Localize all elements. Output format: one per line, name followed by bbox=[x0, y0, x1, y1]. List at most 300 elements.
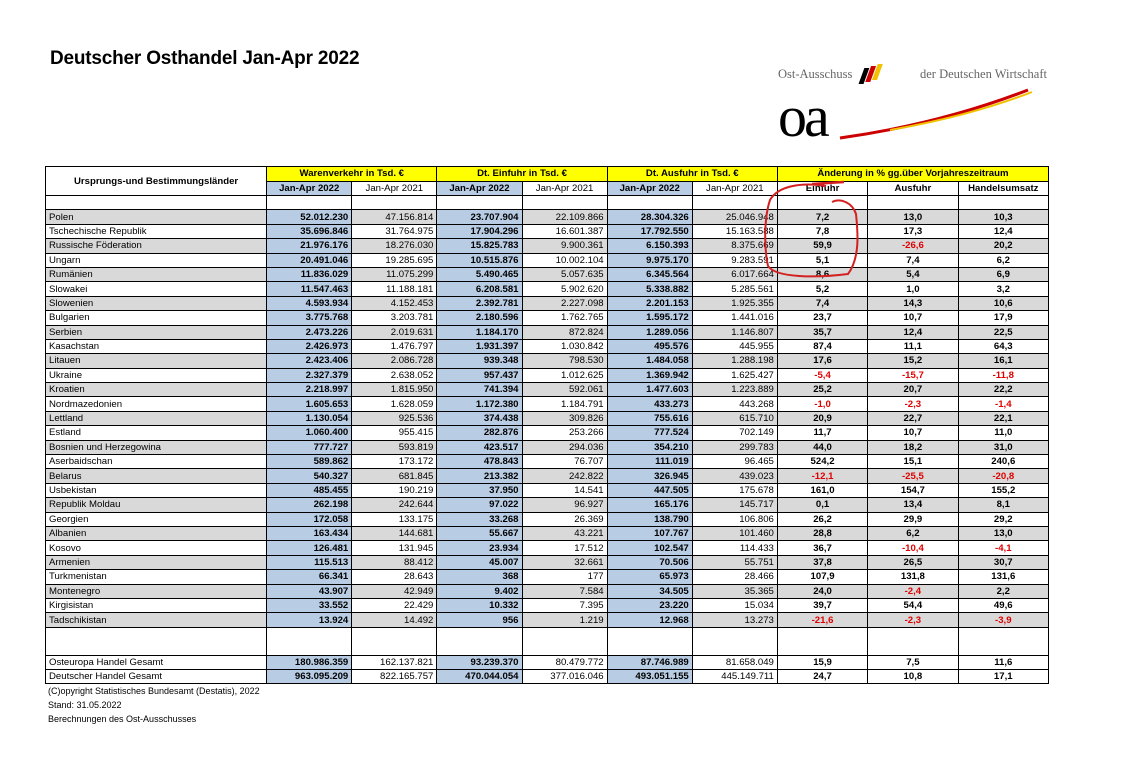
value-2021-cell: 144.681 bbox=[352, 526, 437, 540]
change-cell: 8,1 bbox=[958, 498, 1048, 512]
value-2022-cell: 37.950 bbox=[437, 483, 522, 497]
value-2021-cell: 1.030.842 bbox=[522, 339, 607, 353]
change-cell: 7,8 bbox=[777, 224, 867, 238]
value-2021-cell: 177 bbox=[522, 570, 607, 584]
value-2022-cell: 34.505 bbox=[607, 584, 692, 598]
change-cell: 20,2 bbox=[958, 239, 1048, 253]
spacer-row bbox=[46, 641, 1049, 655]
change-cell: 131,6 bbox=[958, 570, 1048, 584]
country-cell: Slowakei bbox=[46, 282, 267, 296]
table-row bbox=[46, 397, 1049, 411]
change-cell: -4,1 bbox=[958, 541, 1048, 555]
change-cell: 22,2 bbox=[958, 383, 1048, 397]
change-cell: 54,4 bbox=[868, 598, 958, 612]
value-2021-cell: 1.012.625 bbox=[522, 368, 607, 382]
change-cell: 26,5 bbox=[868, 555, 958, 569]
value-2021-cell: 76.707 bbox=[522, 455, 607, 469]
value-2022-cell: 102.547 bbox=[607, 541, 692, 555]
country-cell: Armenien bbox=[46, 555, 267, 569]
value-2022-cell: 1.130.054 bbox=[267, 411, 352, 425]
table-row bbox=[46, 455, 1049, 469]
value-2022-cell: 17.792.550 bbox=[607, 224, 692, 238]
change-cell: 28,8 bbox=[777, 526, 867, 540]
change-cell: 3,2 bbox=[958, 282, 1048, 296]
change-cell: -3,9 bbox=[958, 613, 1048, 627]
value-2021-cell: 173.172 bbox=[352, 455, 437, 469]
value-2022-cell: 2.218.997 bbox=[267, 383, 352, 397]
group-header-einfuhr: Dt. Einfuhr in Tsd. € bbox=[437, 167, 607, 182]
value-2021-cell: 377.016.046 bbox=[522, 669, 607, 683]
change-cell: 24,7 bbox=[777, 669, 867, 683]
country-cell: Bosnien und Herzegowina bbox=[46, 440, 267, 454]
change-cell: 17,6 bbox=[777, 354, 867, 368]
value-2022-cell: 111.019 bbox=[607, 455, 692, 469]
value-2022-cell: 755.616 bbox=[607, 411, 692, 425]
table-row bbox=[46, 339, 1049, 353]
table-row bbox=[46, 296, 1049, 310]
value-2021-cell: 55.751 bbox=[692, 555, 777, 569]
value-2022-cell: 2.201.153 bbox=[607, 296, 692, 310]
value-2022-cell: 126.481 bbox=[267, 541, 352, 555]
value-2022-cell: 2.473.226 bbox=[267, 325, 352, 339]
change-cell: 11,7 bbox=[777, 426, 867, 440]
country-cell: Rumänien bbox=[46, 267, 267, 281]
country-cell: Lettland bbox=[46, 411, 267, 425]
change-cell: 31,0 bbox=[958, 440, 1048, 454]
change-cell: 7,4 bbox=[777, 296, 867, 310]
value-2021-cell: 15.163.588 bbox=[692, 224, 777, 238]
country-cell: Polen bbox=[46, 210, 267, 224]
value-2022-cell: 21.976.176 bbox=[267, 239, 352, 253]
change-cell: 15,9 bbox=[777, 655, 867, 669]
value-2021-cell: 145.717 bbox=[692, 498, 777, 512]
table-row bbox=[46, 598, 1049, 612]
table-row bbox=[46, 267, 1049, 281]
value-2022-cell: 10.515.876 bbox=[437, 253, 522, 267]
table-row bbox=[46, 512, 1049, 526]
change-cell: 5,2 bbox=[777, 282, 867, 296]
country-cell: Slowenien bbox=[46, 296, 267, 310]
country-cell: Tadschikistan bbox=[46, 613, 267, 627]
change-cell: 26,2 bbox=[777, 512, 867, 526]
table-row bbox=[46, 613, 1049, 627]
value-2022-cell: 1.289.056 bbox=[607, 325, 692, 339]
change-cell: 16,1 bbox=[958, 354, 1048, 368]
change-cell: 15,2 bbox=[868, 354, 958, 368]
value-2022-cell: 17.904.296 bbox=[437, 224, 522, 238]
change-cell: 11,0 bbox=[958, 426, 1048, 440]
value-2022-cell: 589.862 bbox=[267, 455, 352, 469]
value-2021-cell: 17.512 bbox=[522, 541, 607, 555]
value-2022-cell: 963.095.209 bbox=[267, 669, 352, 683]
value-2022-cell: 45.007 bbox=[437, 555, 522, 569]
value-2021-cell: 242.822 bbox=[522, 469, 607, 483]
sub-header: Ausfuhr bbox=[868, 181, 958, 196]
value-2022-cell: 374.438 bbox=[437, 411, 522, 425]
change-cell: 8,6 bbox=[777, 267, 867, 281]
value-2022-cell: 495.576 bbox=[607, 339, 692, 353]
value-2021-cell: 1.476.797 bbox=[352, 339, 437, 353]
country-cell: Nordmazedonien bbox=[46, 397, 267, 411]
value-2021-cell: 1.184.791 bbox=[522, 397, 607, 411]
change-cell: 87,4 bbox=[777, 339, 867, 353]
change-cell: -2,4 bbox=[868, 584, 958, 598]
change-cell: 18,2 bbox=[868, 440, 958, 454]
table-row bbox=[46, 282, 1049, 296]
table-row bbox=[46, 426, 1049, 440]
change-cell: 2,2 bbox=[958, 584, 1048, 598]
value-2021-cell: 1.925.355 bbox=[692, 296, 777, 310]
value-2022-cell: 1.931.397 bbox=[437, 339, 522, 353]
value-2022-cell: 1.060.400 bbox=[267, 426, 352, 440]
value-2021-cell: 9.900.361 bbox=[522, 239, 607, 253]
country-cell: Ungarn bbox=[46, 253, 267, 267]
country-cell: Estland bbox=[46, 426, 267, 440]
change-cell: -1,0 bbox=[777, 397, 867, 411]
country-cell: Tschechische Republik bbox=[46, 224, 267, 238]
value-2021-cell: 14.541 bbox=[522, 483, 607, 497]
change-cell: 30,7 bbox=[958, 555, 1048, 569]
value-2022-cell: 165.176 bbox=[607, 498, 692, 512]
value-2022-cell: 433.273 bbox=[607, 397, 692, 411]
value-2021-cell: 47.156.814 bbox=[352, 210, 437, 224]
logo-text-left: Ost-Ausschuss bbox=[778, 67, 853, 81]
value-2021-cell: 242.644 bbox=[352, 498, 437, 512]
spacer-row bbox=[46, 627, 1049, 641]
value-2022-cell: 70.506 bbox=[607, 555, 692, 569]
value-2021-cell: 445.955 bbox=[692, 339, 777, 353]
footer-stand: Stand: 31.05.2022 bbox=[48, 700, 122, 710]
change-cell: -5,4 bbox=[777, 368, 867, 382]
sub-header: Jan-Apr 2022 bbox=[607, 181, 692, 196]
value-2022-cell: 2.180.596 bbox=[437, 311, 522, 325]
country-cell: Kosovo bbox=[46, 541, 267, 555]
value-2022-cell: 493.051.155 bbox=[607, 669, 692, 683]
value-2022-cell: 485.455 bbox=[267, 483, 352, 497]
value-2021-cell: 81.658.049 bbox=[692, 655, 777, 669]
change-cell: 10,7 bbox=[868, 311, 958, 325]
value-2022-cell: 282.876 bbox=[437, 426, 522, 440]
sub-header: Jan-Apr 2021 bbox=[352, 181, 437, 196]
change-cell: -10,4 bbox=[868, 541, 958, 555]
change-cell: 6,2 bbox=[958, 253, 1048, 267]
value-2021-cell: 299.783 bbox=[692, 440, 777, 454]
value-2021-cell: 2.638.052 bbox=[352, 368, 437, 382]
sub-header: Jan-Apr 2021 bbox=[692, 181, 777, 196]
value-2022-cell: 28.304.326 bbox=[607, 210, 692, 224]
country-cell: Georgien bbox=[46, 512, 267, 526]
value-2022-cell: 23.220 bbox=[607, 598, 692, 612]
value-2021-cell: 26.369 bbox=[522, 512, 607, 526]
value-2022-cell: 93.239.370 bbox=[437, 655, 522, 669]
value-2022-cell: 6.150.393 bbox=[607, 239, 692, 253]
change-cell: 11,6 bbox=[958, 655, 1048, 669]
value-2022-cell: 213.382 bbox=[437, 469, 522, 483]
value-2022-cell: 33.268 bbox=[437, 512, 522, 526]
value-2021-cell: 101.460 bbox=[692, 526, 777, 540]
value-2021-cell: 80.479.772 bbox=[522, 655, 607, 669]
value-2021-cell: 4.152.453 bbox=[352, 296, 437, 310]
value-2021-cell: 28.643 bbox=[352, 570, 437, 584]
ost-ausschuss-logo bbox=[770, 58, 1060, 158]
value-2022-cell: 3.775.768 bbox=[267, 311, 352, 325]
change-cell: -2,3 bbox=[868, 613, 958, 627]
value-2021-cell: 133.175 bbox=[352, 512, 437, 526]
change-cell: 15,1 bbox=[868, 455, 958, 469]
value-2021-cell: 11.188.181 bbox=[352, 282, 437, 296]
footer-copyright: (C)opyright Statistisches Bundesamt (Destatis), 2022 bbox=[48, 686, 260, 696]
value-2022-cell: 107.767 bbox=[607, 526, 692, 540]
value-2021-cell: 955.415 bbox=[352, 426, 437, 440]
sub-header: Jan-Apr 2022 bbox=[267, 181, 352, 196]
value-2021-cell: 22.429 bbox=[352, 598, 437, 612]
value-2021-cell: 114.433 bbox=[692, 541, 777, 555]
country-cell: Litauen bbox=[46, 354, 267, 368]
value-2021-cell: 2.227.098 bbox=[522, 296, 607, 310]
change-cell: 524,2 bbox=[777, 455, 867, 469]
value-2021-cell: 1.815.950 bbox=[352, 383, 437, 397]
value-2022-cell: 9.402 bbox=[437, 584, 522, 598]
change-cell: 20,9 bbox=[777, 411, 867, 425]
footer-calculations: Berechnungen des Ost-Ausschusses bbox=[48, 714, 197, 724]
value-2021-cell: 96.465 bbox=[692, 455, 777, 469]
value-2021-cell: 445.149.711 bbox=[692, 669, 777, 683]
value-2022-cell: 354.210 bbox=[607, 440, 692, 454]
value-2022-cell: 1.595.172 bbox=[607, 311, 692, 325]
value-2022-cell: 163.434 bbox=[267, 526, 352, 540]
table-row bbox=[46, 483, 1049, 497]
value-2022-cell: 326.945 bbox=[607, 469, 692, 483]
change-cell: 22,5 bbox=[958, 325, 1048, 339]
value-2021-cell: 439.023 bbox=[692, 469, 777, 483]
value-2021-cell: 15.034 bbox=[692, 598, 777, 612]
table-row bbox=[46, 253, 1049, 267]
value-2021-cell: 309.826 bbox=[522, 411, 607, 425]
change-cell: 14,3 bbox=[868, 296, 958, 310]
table-row bbox=[46, 311, 1049, 325]
value-2022-cell: 55.667 bbox=[437, 526, 522, 540]
change-cell: 35,7 bbox=[777, 325, 867, 339]
country-cell: Osteuropa Handel Gesamt bbox=[46, 655, 267, 669]
change-cell: 23,7 bbox=[777, 311, 867, 325]
change-cell: -20,8 bbox=[958, 469, 1048, 483]
country-cell: Albanien bbox=[46, 526, 267, 540]
change-cell: 24,0 bbox=[777, 584, 867, 598]
country-cell: Kroatien bbox=[46, 383, 267, 397]
value-2022-cell: 2.392.781 bbox=[437, 296, 522, 310]
value-2022-cell: 65.973 bbox=[607, 570, 692, 584]
change-cell: 22,7 bbox=[868, 411, 958, 425]
country-cell: Turkmenistan bbox=[46, 570, 267, 584]
value-2021-cell: 31.764.975 bbox=[352, 224, 437, 238]
value-2022-cell: 35.696.846 bbox=[267, 224, 352, 238]
value-2021-cell: 681.845 bbox=[352, 469, 437, 483]
change-cell: 17,3 bbox=[868, 224, 958, 238]
value-2021-cell: 294.036 bbox=[522, 440, 607, 454]
value-2021-cell: 18.276.030 bbox=[352, 239, 437, 253]
value-2022-cell: 5.338.882 bbox=[607, 282, 692, 296]
value-2022-cell: 5.490.465 bbox=[437, 267, 522, 281]
table-row bbox=[46, 498, 1049, 512]
change-cell: 29,2 bbox=[958, 512, 1048, 526]
value-2021-cell: 162.137.821 bbox=[352, 655, 437, 669]
country-cell: Serbien bbox=[46, 325, 267, 339]
value-2022-cell: 1.369.942 bbox=[607, 368, 692, 382]
value-2022-cell: 1.605.653 bbox=[267, 397, 352, 411]
value-2022-cell: 777.727 bbox=[267, 440, 352, 454]
value-2021-cell: 96.927 bbox=[522, 498, 607, 512]
value-2021-cell: 1.219 bbox=[522, 613, 607, 627]
change-cell: 36,7 bbox=[777, 541, 867, 555]
value-2021-cell: 702.149 bbox=[692, 426, 777, 440]
value-2022-cell: 1.477.603 bbox=[607, 383, 692, 397]
value-2022-cell: 1.172.380 bbox=[437, 397, 522, 411]
table-row bbox=[46, 354, 1049, 368]
change-cell: 49,6 bbox=[958, 598, 1048, 612]
change-cell: 5,1 bbox=[777, 253, 867, 267]
value-2022-cell: 2.327.379 bbox=[267, 368, 352, 382]
value-2022-cell: 66.341 bbox=[267, 570, 352, 584]
change-cell: 6,2 bbox=[868, 526, 958, 540]
sub-header: Handelsumsatz bbox=[958, 181, 1048, 196]
value-2022-cell: 540.327 bbox=[267, 469, 352, 483]
table-row bbox=[46, 411, 1049, 425]
country-cell: Deutscher Handel Gesamt bbox=[46, 669, 267, 683]
country-cell: Montenegro bbox=[46, 584, 267, 598]
country-cell: Aserbaidschan bbox=[46, 455, 267, 469]
country-cell: Usbekistan bbox=[46, 483, 267, 497]
change-cell: 22,1 bbox=[958, 411, 1048, 425]
table-row bbox=[46, 368, 1049, 382]
value-2021-cell: 5.057.635 bbox=[522, 267, 607, 281]
country-cell: Russische Föderation bbox=[46, 239, 267, 253]
change-cell: 25,2 bbox=[777, 383, 867, 397]
value-2022-cell: 115.513 bbox=[267, 555, 352, 569]
table-row bbox=[46, 584, 1049, 598]
table-row bbox=[46, 541, 1049, 555]
value-2021-cell: 872.824 bbox=[522, 325, 607, 339]
value-2022-cell: 20.491.046 bbox=[267, 253, 352, 267]
value-2021-cell: 16.601.387 bbox=[522, 224, 607, 238]
value-2021-cell: 5.285.561 bbox=[692, 282, 777, 296]
change-cell: 5,4 bbox=[868, 267, 958, 281]
value-2022-cell: 11.547.463 bbox=[267, 282, 352, 296]
change-cell: -25,5 bbox=[868, 469, 958, 483]
change-cell: 11,1 bbox=[868, 339, 958, 353]
change-cell: 161,0 bbox=[777, 483, 867, 497]
change-cell: -21,6 bbox=[777, 613, 867, 627]
value-2021-cell: 19.285.695 bbox=[352, 253, 437, 267]
country-cell: Kirgisistan bbox=[46, 598, 267, 612]
value-2022-cell: 15.825.783 bbox=[437, 239, 522, 253]
change-cell: 13,0 bbox=[958, 526, 1048, 540]
change-cell: 1,0 bbox=[868, 282, 958, 296]
change-cell: 20,7 bbox=[868, 383, 958, 397]
change-cell: 39,7 bbox=[777, 598, 867, 612]
value-2021-cell: 1.762.765 bbox=[522, 311, 607, 325]
value-2022-cell: 33.552 bbox=[267, 598, 352, 612]
value-2021-cell: 42.949 bbox=[352, 584, 437, 598]
change-cell: 7,5 bbox=[868, 655, 958, 669]
country-cell: Republik Moldau bbox=[46, 498, 267, 512]
value-2022-cell: 478.843 bbox=[437, 455, 522, 469]
change-cell: 13,0 bbox=[868, 210, 958, 224]
value-2022-cell: 2.426.973 bbox=[267, 339, 352, 353]
table-row bbox=[46, 570, 1049, 584]
value-2022-cell: 1.184.170 bbox=[437, 325, 522, 339]
value-2022-cell: 12.968 bbox=[607, 613, 692, 627]
change-cell: 10,3 bbox=[958, 210, 1048, 224]
change-cell: 64,3 bbox=[958, 339, 1048, 353]
total-row bbox=[46, 655, 1049, 669]
value-2022-cell: 13.924 bbox=[267, 613, 352, 627]
value-2021-cell: 1.441.016 bbox=[692, 311, 777, 325]
value-2022-cell: 97.022 bbox=[437, 498, 522, 512]
svg-text:oa: oa bbox=[778, 84, 827, 149]
page-title: Deutscher Osthandel Jan-Apr 2022 bbox=[50, 48, 360, 69]
value-2021-cell: 3.203.781 bbox=[352, 311, 437, 325]
change-cell: 10,8 bbox=[868, 669, 958, 683]
value-2021-cell: 190.219 bbox=[352, 483, 437, 497]
value-2021-cell: 106.806 bbox=[692, 512, 777, 526]
logo-text-right: der Deutschen Wirtschaft bbox=[920, 67, 1047, 81]
change-cell: 7,4 bbox=[868, 253, 958, 267]
change-cell: 6,9 bbox=[958, 267, 1048, 281]
sub-header: Einfuhr bbox=[777, 181, 867, 196]
value-2021-cell: 1.628.059 bbox=[352, 397, 437, 411]
value-2022-cell: 87.746.989 bbox=[607, 655, 692, 669]
table-row bbox=[46, 469, 1049, 483]
value-2021-cell: 798.530 bbox=[522, 354, 607, 368]
value-2021-cell: 1.223.889 bbox=[692, 383, 777, 397]
value-2022-cell: 741.394 bbox=[437, 383, 522, 397]
value-2021-cell: 14.492 bbox=[352, 613, 437, 627]
value-2021-cell: 925.536 bbox=[352, 411, 437, 425]
change-cell: -2,3 bbox=[868, 397, 958, 411]
value-2022-cell: 4.593.934 bbox=[267, 296, 352, 310]
change-cell: 29,9 bbox=[868, 512, 958, 526]
value-2021-cell: 593.819 bbox=[352, 440, 437, 454]
change-cell: 240,6 bbox=[958, 455, 1048, 469]
value-2021-cell: 35.365 bbox=[692, 584, 777, 598]
trade-table bbox=[45, 166, 1049, 684]
table-row bbox=[46, 555, 1049, 569]
value-2021-cell: 822.165.757 bbox=[352, 669, 437, 683]
value-2021-cell: 1.288.198 bbox=[692, 354, 777, 368]
value-2022-cell: 23.707.904 bbox=[437, 210, 522, 224]
value-2021-cell: 5.902.620 bbox=[522, 282, 607, 296]
value-2021-cell: 10.002.104 bbox=[522, 253, 607, 267]
change-cell: -26,6 bbox=[868, 239, 958, 253]
change-cell: 155,2 bbox=[958, 483, 1048, 497]
value-2022-cell: 52.012.230 bbox=[267, 210, 352, 224]
change-cell: -11,8 bbox=[958, 368, 1048, 382]
change-cell: 10,6 bbox=[958, 296, 1048, 310]
table-row bbox=[46, 325, 1049, 339]
value-2021-cell: 592.061 bbox=[522, 383, 607, 397]
value-2021-cell: 6.017.664 bbox=[692, 267, 777, 281]
country-cell: Kasachstan bbox=[46, 339, 267, 353]
value-2022-cell: 1.484.058 bbox=[607, 354, 692, 368]
value-2022-cell: 9.975.170 bbox=[607, 253, 692, 267]
group-header-aenderung: Änderung in % gg.über Vorjahreszeitraum bbox=[777, 167, 1048, 182]
value-2022-cell: 6.208.581 bbox=[437, 282, 522, 296]
value-2021-cell: 13.273 bbox=[692, 613, 777, 627]
value-2022-cell: 262.198 bbox=[267, 498, 352, 512]
change-cell: 17,9 bbox=[958, 311, 1048, 325]
value-2022-cell: 180.986.359 bbox=[267, 655, 352, 669]
value-2021-cell: 131.945 bbox=[352, 541, 437, 555]
